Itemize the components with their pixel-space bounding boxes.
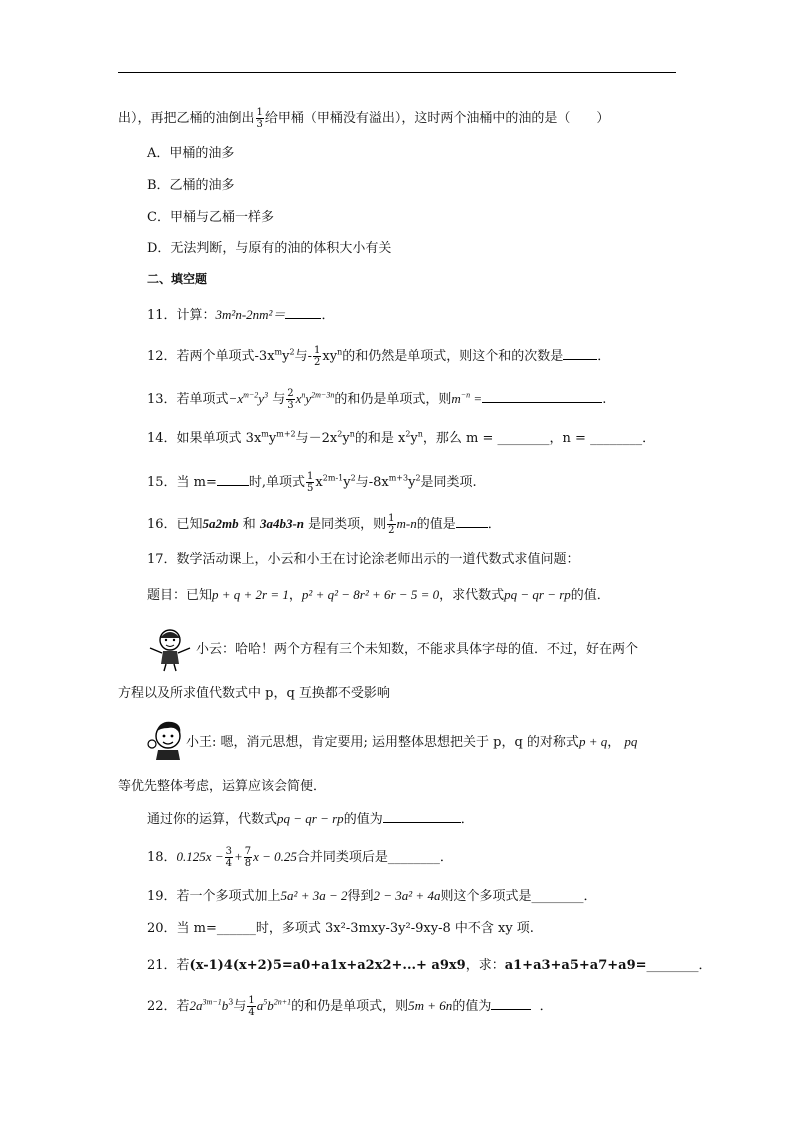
q11-answer-blank[interactable]: [285, 306, 321, 319]
q12: 12．若两个单项式$-3x^my^2$与- $\frac{1}{2}$ $xy^n$的和仍然是单项式，则这个和的次数是 ．: [147, 345, 611, 368]
q17-answer-blank[interactable]: [383, 810, 461, 823]
q10-option-d[interactable]: D．无法判断，与原有的油的体积大小有关: [147, 241, 392, 256]
q17-problem: 题目：已知p + q + 2r = 1，p² + q² − 8r² + 6r − 5 = 0，求代数式pq − qr − rp的值．: [147, 587, 610, 603]
q17-wang-line1: 小王: 嗯，消元思想，肯定要用; 运用整体思想把关于 p，q 的对称式p + q， pq: [186, 734, 638, 750]
q16-answer-blank[interactable]: [456, 515, 488, 528]
q17-intro: 17．数学活动课上，小云和小王在讨论涂老师出示的一道代数式求值问题：: [147, 552, 580, 567]
q17-answer: 通过你的运算，代数式pq − qr − rp的值为 ．: [147, 811, 474, 827]
q10-stem: 出），再把乙桶的油倒出 $\frac{1}{3}$ 给甲桶（甲桶没有溢出），这时两个油桶中的油的是（ ）: [118, 107, 610, 130]
q13: 13．若单项式$-x^{m-2}y^3$ 与 $\frac{2}{3}$ $x^ny^{2m-3n}$的和仍是单项式，则$m^{-n}$ = .: [147, 388, 607, 411]
q19: 19．若一个多项式加上5a² + 3a − 2得到2 − 3a² + 4a则这个多项式是________．: [147, 888, 597, 904]
q16: 16．已知5a2mb 和 3a4b3-n 是同类项，则 $\frac{1}{2}$ m-n的值是 ．: [147, 513, 501, 536]
q10-option-b[interactable]: B．乙桶的油多: [147, 178, 235, 193]
header-rule: [118, 72, 676, 73]
q18: 18．0.125x − $\frac{3}{4}$ + $\frac{7}{8}$ x − 0.25合并同类项后是________．: [147, 846, 453, 869]
boy-cartoon-icon: [146, 718, 186, 762]
q17-yun-line2: 方程以及所求值代数式中 p，q 互换都不受影响: [118, 686, 390, 701]
q20: 20．当 m=______时，多项式 3x²-3mxy-3y²-9xy-8 中不含 xy 项.: [147, 921, 534, 936]
q13-answer-blank[interactable]: [482, 390, 602, 403]
q17-yun-line1: 小云：哈哈！两个方程有三个未知数，不能求具体字母的值．不过，好在两个: [196, 642, 639, 657]
girl-cartoon-icon: [146, 626, 196, 672]
q15: 15．当 m= 时,单项式 $\frac{1}{5}$ $x^{2m-1}y^2$与$-8x^{m+3}y^2$是同类项.: [147, 471, 477, 494]
q17-wang-line2: 等优先整体考虑，运算应该会简便．: [118, 779, 327, 794]
q10-option-a[interactable]: A．甲桶的油多: [147, 146, 235, 161]
section-title: 二、填空题: [147, 272, 208, 286]
q10-option-c[interactable]: C．甲桶与乙桶一样多: [147, 210, 274, 225]
q14: 14．如果单项式 $3x^my^{m+2}$与$-2x^2y^n$的和是 $x^2y^n$，那么 m = ________，n = ________．: [147, 429, 656, 446]
q10-fraction: $\frac{1}{3}$: [256, 107, 263, 130]
q12-answer-blank[interactable]: [563, 347, 597, 360]
q22-answer-blank[interactable]: [491, 997, 531, 1010]
q22: 22．若$2a^{3m-1}b^3$与 $\frac{1}{4}$ $a^5b^{2n+1}$的和仍是单项式，则5m + 6n的值为 ．: [147, 995, 553, 1018]
q11: 11．计算：3m²n-2nm²＝ ．: [147, 307, 335, 323]
q15-answer-blank[interactable]: [217, 473, 249, 486]
q21: 21．若(x-1)4(x+2)5=a0+a1x+a2x2+...+ a9x9，求：a1+a3+a5+a7+a9=________．: [147, 958, 712, 973]
